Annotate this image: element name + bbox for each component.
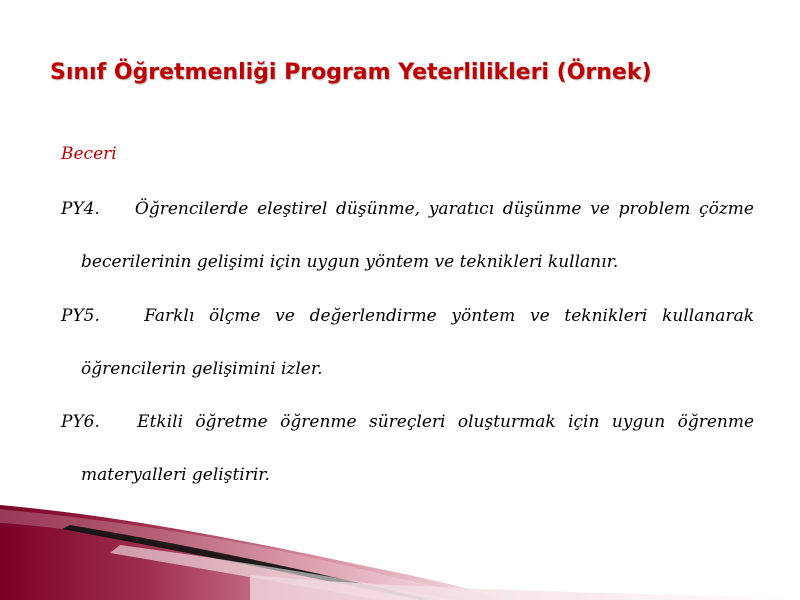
competency-item <box>61 183 754 289</box>
slide-title: Sınıf Öğretmenliği Program Yeterlilikleri (Örnek) <box>50 60 652 85</box>
competency-spacer <box>115 306 130 326</box>
competency-text: Farklı ölçme ve değerlendirme yöntem ve teknikleri kullanarak öğrencilerin gelişimini izler. <box>81 306 755 379</box>
competency-text: Öğrencilerde eleştirel düşünme, yaratıcı düşünme ve problem çözme becerilerinin gelişimi için uygun yöntem ve teknikleri kullanır. <box>81 199 754 272</box>
competency-code: PY4. <box>61 199 100 219</box>
competency-spacer <box>112 412 124 432</box>
competency-item <box>61 290 754 396</box>
competency-item <box>61 396 754 502</box>
competency-text: Etkili öğretme öğrenme süreçleri oluşturmak için uygun öğrenme materyalleri geliştirir. <box>81 412 755 485</box>
competency-code: PY6. <box>61 412 100 432</box>
section-label: Beceri <box>61 144 117 164</box>
competency-spacer <box>109 199 127 219</box>
decorative-swoosh <box>0 505 800 600</box>
competency-code: PY5. <box>61 306 100 326</box>
